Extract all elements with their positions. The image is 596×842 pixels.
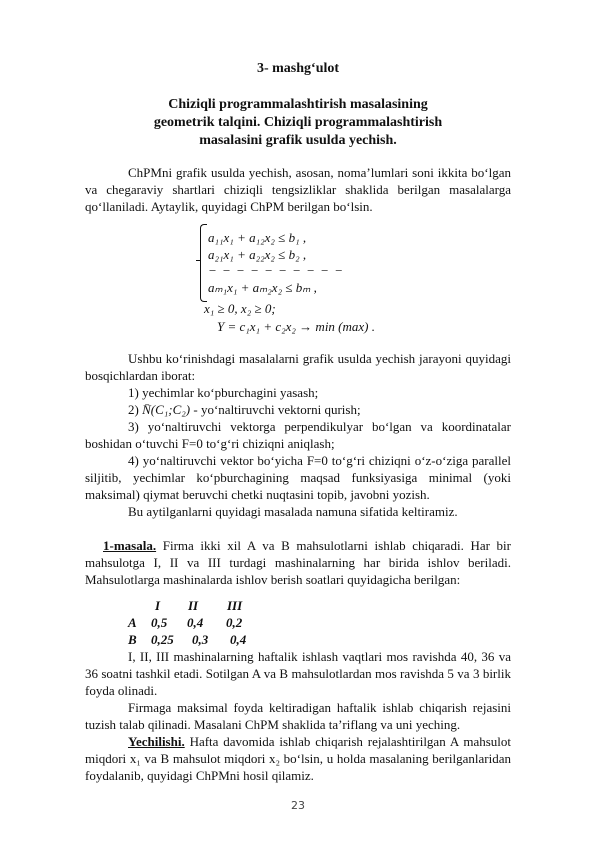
table-cell: 0,2 — [226, 615, 243, 630]
solution-paragraph — [85, 733, 511, 784]
system-brace — [200, 224, 207, 302]
table-row — [0, 614, 596, 631]
solution-text: Hafta davomida ishlab chiqarish rejalashtirilgan A mahsulot miqdori x₁ va B mahsulot miqdori x₂ bo‘lsin, u holda masalaning berilganlaridan foydalanib, quyidagi ChPMni hosil qilamiz. — [85, 734, 511, 783]
step-2-suffix: - yo‘naltiruvchi vektorni qurish; — [190, 402, 361, 417]
equation-dashes: − − − − − − − − − − — [208, 263, 344, 278]
machines-paragraph: I, II, III mashinalarning haftalik ishlash vaqtlari mos ravishda 40, 36 va 36 soatni tashkil etadi. Sotilgan A va B mahsulotlardan mos ravishda 5 va 3 birlik foyda olinadi. — [85, 649, 511, 698]
table-header-i: I — [155, 598, 161, 613]
table-header-ii: II — [188, 598, 199, 613]
subtitle-line-3: masalasini grafik usulda yechish. — [199, 133, 397, 148]
equation-m: aₘ₁x₁ + aₘ₂x₂ ≤ bₘ , — [208, 280, 317, 295]
table-cell: 0,5 — [151, 615, 168, 630]
goal-paragraph: Firmaga maksimal foyda keltiradigan haftalik ishlab chiqarish rejasini tuzish talab qilinadi. Masalani ChPM shaklida ta’riflang va uni yeching. — [85, 700, 511, 732]
nonnegativity-constraint: x₁ ≥ 0, x₂ ≥ 0; — [204, 301, 276, 316]
step-3: 3) yo‘naltiruvchi vektorga perpendikulyar bo‘lgan va koordinatalar boshidan o‘tuvchi F=0 to‘g‘ri chiziqni aniqlash; — [85, 419, 511, 451]
chapter-title: 3- mashg‘ulot — [256, 61, 340, 76]
steps-intro: Ushbu ko‘rinishdagi masalalarni grafik usulda yechish jarayoni quyidagi bosqichlardan iborat: — [85, 351, 511, 383]
table-header-iii: III — [227, 598, 243, 613]
problem-label: 1-masala. — [103, 538, 157, 553]
objective-function: Y = c₁x₁ + c₂x₂ → min (max) . — [217, 319, 375, 334]
equation-2: a₂₁x₁ + a₂₂x₂ ≤ b₂ , — [208, 247, 307, 262]
table-cell: 0,4 — [230, 632, 247, 647]
system-brace-tip — [196, 260, 201, 261]
solution-label: Yechilishi. — [128, 734, 185, 749]
table-row-label-b: B — [128, 632, 137, 647]
step-2 — [128, 401, 361, 418]
step-2-vector: N̄(C₁;C₂) — [142, 402, 191, 417]
table-row-label-a: A — [128, 615, 137, 630]
table-cell: 0,25 — [151, 632, 174, 647]
table-cell: 0,3 — [192, 632, 209, 647]
intro-paragraph: ChPMni grafik usulda yechish, asosan, noma’lumlari soni ikkita bo‘lgan va chegaraviy shartlari chiziqli tengsizliklar shaklida berilgan masalalarga qo‘llaniladi. Aytaylik, quyidagi ChPM berilgan bo‘lsin. — [85, 165, 511, 214]
table-row — [0, 631, 596, 648]
table-cell: 0,4 — [187, 615, 204, 630]
problem-paragraph — [85, 537, 511, 588]
problem-text: Firma ikki xil A va B mahsulotlarni ishlab chiqaradi. Har bir mahsulotga I, II va III turdagi mashinalarning har birida ishlov beriladi. Mahsulotlarga mashinalarda ishlov berish soatlari quyidagicha berilgan: — [85, 538, 512, 587]
page-number: 23 — [291, 799, 305, 812]
subtitle-line-2: geometrik talqini. Chiziqli programmalashtirish — [153, 115, 443, 130]
equation-1: a₁₁x₁ + a₁₂x₂ ≤ b₁ , — [208, 230, 307, 245]
step-1: 1) yechimlar ko‘pburchagini yasash; — [128, 385, 319, 400]
table-header-row — [0, 597, 596, 614]
subtitle-line-1: Chiziqli programmalashtirish masalasining — [168, 97, 428, 112]
step-4: 4) yo‘naltiruvchi vektor bo‘yicha F=0 to‘g‘ri chiziqni o‘z-o‘ziga parallel siljitib, yechimlar ko‘pburchagining maqsad funksiyasiga minimal (yoki maksimal) qiymat beruvchi chetki nuqtasini topib, javobni yozish. — [85, 453, 511, 502]
example-intro: Bu aytilganlarni quyidagi masalada namuna sifatida keltiramiz. — [128, 504, 458, 519]
step-2-prefix: 2) — [128, 402, 143, 417]
